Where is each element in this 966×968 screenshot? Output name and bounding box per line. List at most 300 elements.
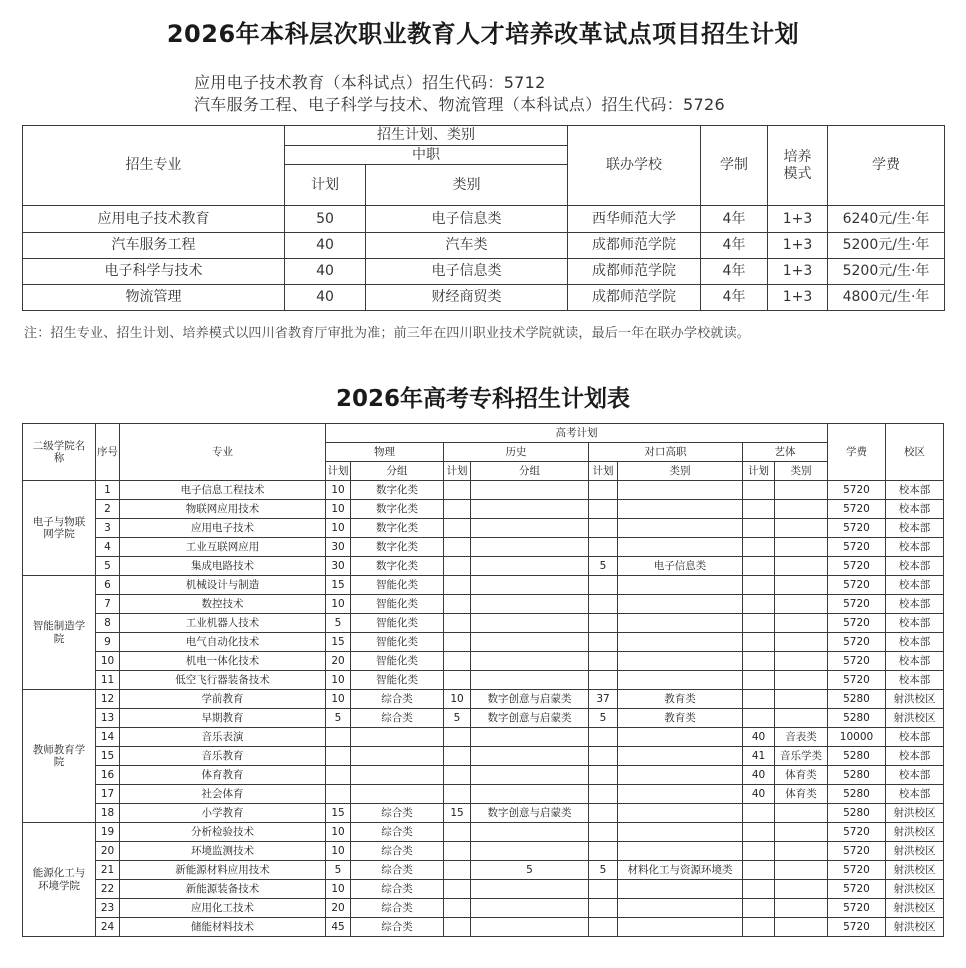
header-history-plan: 计划 [444,462,471,481]
history-plan-cell [444,766,471,785]
physics-plan-cell: 45 [326,918,351,937]
vocational-category-cell: 教育类 [618,709,743,728]
art-category-cell [775,652,828,671]
tuition-cell: 5720 [828,519,886,538]
history-group-cell: 数字创意与启蒙类 [471,690,589,709]
tuition-cell: 5720 [828,899,886,918]
plan-cell: 40 [285,259,366,285]
number-cell: 22 [96,880,120,899]
physics-group-cell [351,747,444,766]
table-row [23,285,945,311]
art-plan-cell [743,690,775,709]
history-group-cell: 数字创意与启蒙类 [471,709,589,728]
header-gaokao-plan: 高考计划 [326,424,828,443]
art-category-cell [775,899,828,918]
number-cell: 21 [96,861,120,880]
campus-cell: 校本部 [886,481,944,500]
header-partner-school: 联办学校 [568,126,701,206]
art-category-cell [775,538,828,557]
history-group-cell [471,576,589,595]
campus-cell: 校本部 [886,728,944,747]
vocational-plan-cell [589,728,618,747]
campus-cell: 校本部 [886,766,944,785]
physics-group-cell: 综合类 [351,918,444,937]
vocational-category-cell [618,766,743,785]
campus-cell: 射洪校区 [886,880,944,899]
history-group-cell [471,652,589,671]
vocational-category-cell [618,595,743,614]
tuition-cell: 5720 [828,614,886,633]
physics-plan-cell [326,766,351,785]
art-category-cell [775,861,828,880]
major-cell: 音乐教育 [120,747,326,766]
history-group-cell [471,595,589,614]
history-plan-cell [444,747,471,766]
campus-cell: 射洪校区 [886,709,944,728]
physics-plan-cell: 10 [326,500,351,519]
art-plan-cell [743,671,775,690]
major-cell: 应用电子技术教育 [23,206,285,233]
art-plan-cell [743,918,775,937]
tuition-cell: 5720 [828,576,886,595]
duration-cell: 4年 [701,259,768,285]
art-category-cell [775,671,828,690]
major-cell: 电子科学与技术 [23,259,285,285]
vocational-category-cell [618,785,743,804]
history-group-cell [471,671,589,690]
physics-plan-cell: 10 [326,842,351,861]
number-cell: 11 [96,671,120,690]
header-campus: 校区 [886,424,944,481]
header-physics-plan: 计划 [326,462,351,481]
vocational-category-cell [618,728,743,747]
art-category-cell [775,804,828,823]
major-cell: 机械设计与制造 [120,576,326,595]
number-cell: 1 [96,481,120,500]
history-plan-cell [444,918,471,937]
number-cell: 18 [96,804,120,823]
major-cell: 集成电路技术 [120,557,326,576]
physics-plan-cell: 15 [326,633,351,652]
physics-plan-cell: 10 [326,880,351,899]
number-cell: 9 [96,633,120,652]
header-category: 类别 [366,165,568,206]
tuition-cell: 5200元/生·年 [828,259,945,285]
history-plan-cell: 10 [444,690,471,709]
campus-cell: 射洪校区 [886,842,944,861]
major-cell: 物联网应用技术 [120,500,326,519]
history-group-cell [471,823,589,842]
duration-cell: 4年 [701,233,768,259]
major-cell: 分析检验技术 [120,823,326,842]
table-row [23,880,944,899]
header-training-mode: 培养模式 [768,126,828,206]
history-plan-cell [444,899,471,918]
history-plan-cell [444,633,471,652]
table-row [23,747,944,766]
plan-cell: 50 [285,206,366,233]
major-cell: 环境监测技术 [120,842,326,861]
art-category-cell [775,690,828,709]
art-plan-cell [743,709,775,728]
history-plan-cell [444,500,471,519]
major-cell: 学前教育 [120,690,326,709]
vocational-category-cell [618,652,743,671]
art-category-cell [775,918,828,937]
vocational-plan-cell [589,842,618,861]
major-cell: 数控技术 [120,595,326,614]
school-cell: 成都师范学院 [568,285,701,311]
undergraduate-plan-table [22,125,945,311]
physics-plan-cell: 10 [326,481,351,500]
mode-cell: 1+3 [768,233,828,259]
history-group-cell [471,728,589,747]
vocational-category-cell [618,481,743,500]
mode-cell: 1+3 [768,259,828,285]
vocational-category-cell [618,576,743,595]
vocational-plan-cell [589,747,618,766]
header-arts-sports: 艺体 [743,443,828,462]
history-plan-cell [444,614,471,633]
physics-group-cell [351,766,444,785]
art-plan-cell [743,633,775,652]
enrollment-code-line-2: 汽车服务工程、电子科学与技术、物流管理（本科试点）招生代码：5726 [194,95,725,114]
header-number: 序号 [96,424,120,481]
table-row [23,595,944,614]
mode-cell: 1+3 [768,206,828,233]
art-plan-cell: 40 [743,785,775,804]
art-category-cell: 体育类 [775,785,828,804]
art-category-cell [775,576,828,595]
vocational-category-cell: 教育类 [618,690,743,709]
major-cell: 应用电子技术 [120,519,326,538]
physics-group-cell: 数字化类 [351,500,444,519]
history-group-cell [471,500,589,519]
physics-plan-cell: 10 [326,671,351,690]
table-row [23,233,945,259]
art-category-cell [775,500,828,519]
major-cell: 电气自动化技术 [120,633,326,652]
campus-cell: 校本部 [886,671,944,690]
art-plan-cell [743,576,775,595]
physics-plan-cell: 30 [326,557,351,576]
vocational-category-cell [618,918,743,937]
section-title: 2026年高考专科招生计划表 [335,386,630,412]
art-plan-cell [743,557,775,576]
physics-plan-cell: 15 [326,804,351,823]
history-plan-cell [444,842,471,861]
campus-cell: 校本部 [886,633,944,652]
table-row [23,614,944,633]
vocational-category-cell [618,899,743,918]
header-major: 招生专业 [23,126,285,206]
art-plan-cell [743,899,775,918]
header-vocational: 对口高职 [589,443,743,462]
campus-cell: 射洪校区 [886,690,944,709]
header-tuition: 学费 [828,424,886,481]
history-group-cell: 数字创意与启蒙类 [471,804,589,823]
history-plan-cell: 5 [444,709,471,728]
college-name-cell: 能源化工与环境学院 [23,823,96,937]
campus-cell: 校本部 [886,576,944,595]
vocational-plan-cell [589,633,618,652]
tuition-cell: 5720 [828,633,886,652]
physics-plan-cell: 30 [326,538,351,557]
physics-group-cell: 智能化类 [351,652,444,671]
vocational-plan-cell [589,766,618,785]
history-group-cell [471,899,589,918]
vocational-category-cell: 材料化工与资源环境类 [618,861,743,880]
history-plan-cell [444,861,471,880]
history-group-cell [471,880,589,899]
vocational-plan-cell: 5 [589,861,618,880]
physics-plan-cell: 10 [326,690,351,709]
history-plan-cell: 15 [444,804,471,823]
art-plan-cell [743,842,775,861]
number-cell: 5 [96,557,120,576]
table-row [23,671,944,690]
header-secondary-vocational: 中职 [285,146,568,165]
art-plan-cell [743,804,775,823]
table-row [23,481,944,500]
vocational-category-cell [618,747,743,766]
history-plan-cell [444,652,471,671]
tuition-cell: 5720 [828,595,886,614]
art-category-cell: 音表类 [775,728,828,747]
history-group-cell [471,557,589,576]
number-cell: 24 [96,918,120,937]
tuition-cell: 5720 [828,842,886,861]
art-plan-cell [743,823,775,842]
art-category-cell [775,614,828,633]
campus-cell: 校本部 [886,785,944,804]
history-group-cell [471,785,589,804]
page-title: 2026年本科层次职业教育人才培养改革试点项目招生计划 [166,20,800,48]
table-row [23,918,944,937]
history-plan-cell [444,595,471,614]
physics-plan-cell: 10 [326,595,351,614]
college-name-cell: 电子与物联网学院 [23,481,96,576]
tuition-cell: 5720 [828,538,886,557]
tuition-cell: 5280 [828,709,886,728]
campus-cell: 校本部 [886,614,944,633]
physics-group-cell: 数字化类 [351,481,444,500]
plan-cell: 40 [285,233,366,259]
vocational-category-cell [618,614,743,633]
vocational-category-cell [618,500,743,519]
major-cell: 电子信息工程技术 [120,481,326,500]
duration-cell: 4年 [701,206,768,233]
tuition-cell: 5720 [828,918,886,937]
art-category-cell [775,519,828,538]
history-plan-cell [444,519,471,538]
physics-plan-cell [326,785,351,804]
header-plan-category: 招生计划、类别 [285,126,568,146]
vocational-plan-cell [589,519,618,538]
physics-plan-cell: 5 [326,709,351,728]
physics-group-cell [351,728,444,747]
major-cell: 社会体育 [120,785,326,804]
art-plan-cell: 40 [743,766,775,785]
header-physics: 物理 [326,443,444,462]
enrollment-code-line-1: 应用电子技术教育（本科试点）招生代码：5712 [194,73,546,92]
art-category-cell [775,842,828,861]
history-group-cell [471,538,589,557]
physics-group-cell: 综合类 [351,804,444,823]
art-category-cell [775,557,828,576]
table-row [23,785,944,804]
footnote: 注：招生专业、招生计划、培养模式以四川省教育厅审批为准；前三年在四川职业技术学院就读，最后一年在联办学校就读。 [24,326,751,341]
major-cell: 体育教育 [120,766,326,785]
physics-plan-cell [326,747,351,766]
history-plan-cell [444,880,471,899]
number-cell: 2 [96,500,120,519]
physics-group-cell: 综合类 [351,861,444,880]
tuition-cell: 5200元/生·年 [828,233,945,259]
table-row [23,728,944,747]
physics-group-cell: 智能化类 [351,633,444,652]
history-group-cell [471,918,589,937]
physics-group-cell: 综合类 [351,709,444,728]
number-cell: 6 [96,576,120,595]
vocational-plan-cell: 5 [589,557,618,576]
physics-group-cell: 综合类 [351,842,444,861]
vocational-plan-cell [589,614,618,633]
vocational-plan-cell [589,576,618,595]
physics-group-cell: 综合类 [351,880,444,899]
category-cell: 电子信息类 [366,206,568,233]
table-row [23,259,945,285]
physics-group-cell [351,785,444,804]
physics-plan-cell: 10 [326,823,351,842]
number-cell: 4 [96,538,120,557]
table-row [23,557,944,576]
vocational-plan-cell: 37 [589,690,618,709]
table-row [23,206,945,233]
art-plan-cell [743,652,775,671]
number-cell: 8 [96,614,120,633]
physics-group-cell: 综合类 [351,823,444,842]
vocational-category-cell [618,842,743,861]
header-plan: 计划 [285,165,366,206]
table-row [23,519,944,538]
table-row [23,899,944,918]
number-cell: 14 [96,728,120,747]
history-plan-cell [444,728,471,747]
physics-group-cell: 综合类 [351,690,444,709]
history-group-cell [471,614,589,633]
physics-group-cell: 智能化类 [351,576,444,595]
header-physics-group: 分组 [351,462,444,481]
vocational-category-cell [618,804,743,823]
physics-group-cell: 智能化类 [351,671,444,690]
campus-cell: 射洪校区 [886,804,944,823]
major-cell: 机电一体化技术 [120,652,326,671]
art-plan-cell [743,595,775,614]
tuition-cell: 10000 [828,728,886,747]
physics-plan-cell: 10 [326,519,351,538]
major-cell: 应用化工技术 [120,899,326,918]
number-cell: 13 [96,709,120,728]
vocational-category-cell [618,538,743,557]
art-plan-cell [743,880,775,899]
header-history: 历史 [444,443,589,462]
duration-cell: 4年 [701,285,768,311]
history-plan-cell [444,557,471,576]
tuition-cell: 4800元/生·年 [828,285,945,311]
major-cell: 物流管理 [23,285,285,311]
history-plan-cell [444,576,471,595]
vocational-plan-cell [589,500,618,519]
campus-cell: 射洪校区 [886,918,944,937]
tuition-cell: 5720 [828,861,886,880]
major-cell: 储能材料技术 [120,918,326,937]
physics-group-cell: 智能化类 [351,595,444,614]
campus-cell: 校本部 [886,652,944,671]
campus-cell: 校本部 [886,747,944,766]
number-cell: 20 [96,842,120,861]
physics-group-cell: 数字化类 [351,538,444,557]
campus-cell: 射洪校区 [886,823,944,842]
table-row [23,690,944,709]
physics-plan-cell: 15 [326,576,351,595]
table-row [23,823,944,842]
table-row [23,500,944,519]
table-row [23,804,944,823]
history-plan-cell [444,823,471,842]
art-plan-cell [743,519,775,538]
tuition-cell: 6240元/生·年 [828,206,945,233]
history-group-cell [471,766,589,785]
table-row [23,652,944,671]
art-category-cell [775,633,828,652]
physics-plan-cell: 5 [326,614,351,633]
table-row [23,709,944,728]
major-cell: 工业机器人技术 [120,614,326,633]
tuition-cell: 5280 [828,747,886,766]
major-cell: 早期教育 [120,709,326,728]
art-category-cell [775,823,828,842]
physics-group-cell: 综合类 [351,899,444,918]
category-cell: 财经商贸类 [366,285,568,311]
number-cell: 12 [96,690,120,709]
art-category-cell [775,709,828,728]
art-plan-cell [743,500,775,519]
header-vocational-plan: 计划 [589,462,618,481]
physics-group-cell: 智能化类 [351,614,444,633]
history-group-cell [471,842,589,861]
art-category-cell: 体育类 [775,766,828,785]
number-cell: 3 [96,519,120,538]
campus-cell: 射洪校区 [886,899,944,918]
major-cell: 工业互联网应用 [120,538,326,557]
header-history-group: 分组 [471,462,589,481]
table-row [23,766,944,785]
art-plan-cell [743,861,775,880]
tuition-cell: 5280 [828,804,886,823]
tuition-cell: 5280 [828,785,886,804]
vocational-plan-cell: 5 [589,709,618,728]
tuition-cell: 5720 [828,880,886,899]
plan-cell: 40 [285,285,366,311]
tuition-cell: 5720 [828,652,886,671]
major-cell: 小学教育 [120,804,326,823]
campus-cell: 校本部 [886,519,944,538]
tuition-cell: 5720 [828,481,886,500]
history-plan-cell [444,671,471,690]
header-college: 二级学院名称 [23,424,96,481]
number-cell: 17 [96,785,120,804]
